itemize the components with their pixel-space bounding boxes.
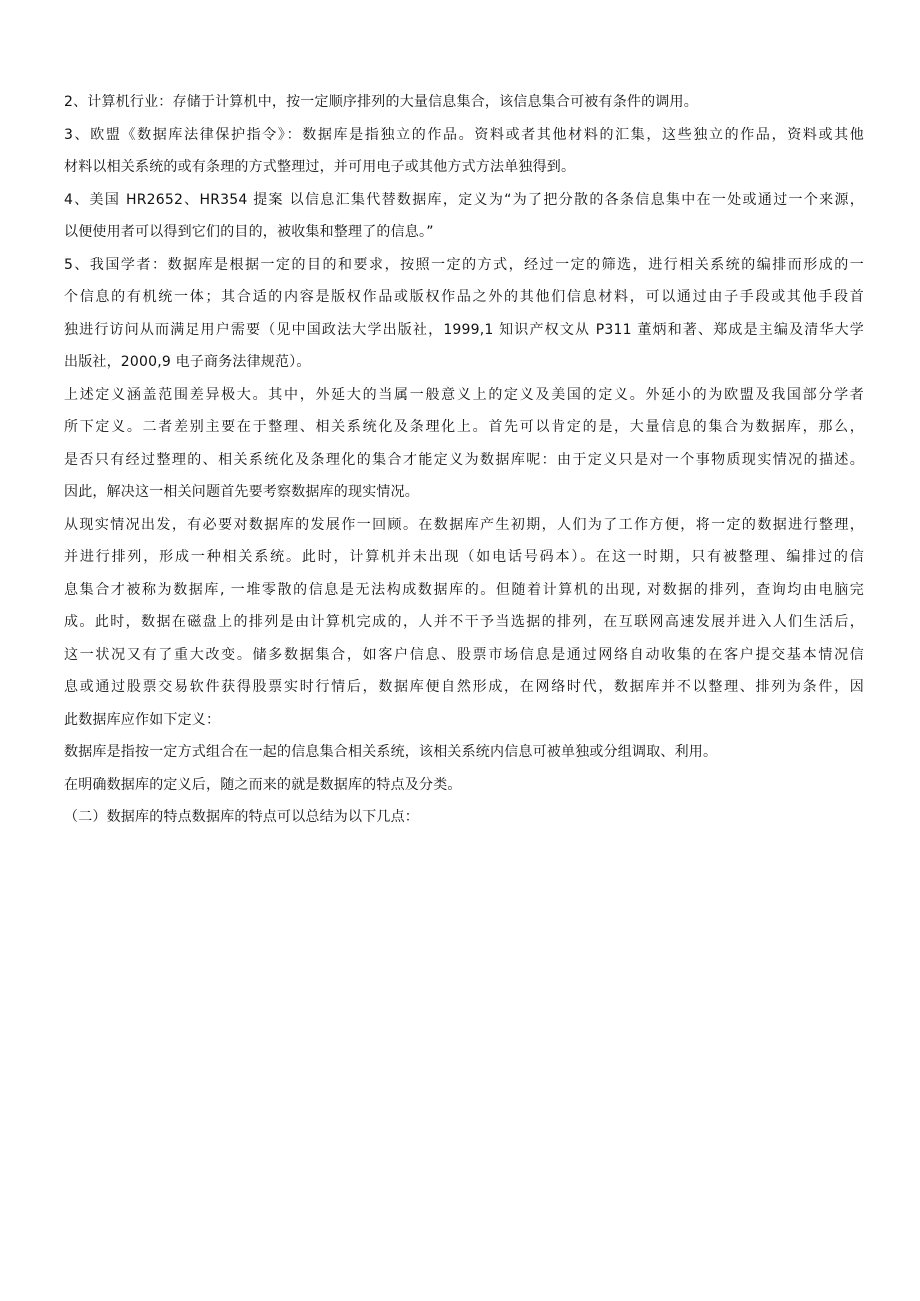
text-line: 所下定义。二者差别主要在于整理、相关系统化及条理化上。首先可以肯定的是，大量信息的集合为数据库，那么， <box>64 419 864 435</box>
text-line: 个信息的有机统一体；其合适的内容是版权作品或版权作品之外的其他们信息材料，可以通过由子手段或其他手段首 <box>64 289 864 305</box>
text-line: 从现实情况出发，有必要对数据库的发展作一回顾。在数据库产生初期，人们为了工作方便，将一定的数据进行整理， <box>64 516 864 533</box>
text-line: 4、美国 HR2652、HR354 提案 以信息汇集代替数据库，定义为“为了把分散的各条信息集中在一处或通过一个来源， <box>64 191 864 208</box>
text-line: 2、计算机行业：存储于计算机中，按一定顺序排列的大量信息集合，该信息集合可被有条件的调用。 <box>64 94 698 110</box>
text-line: 材料以相关系统的或有条理的方式整理过，并可用电子或其他方式方法单独得到。 <box>64 159 576 175</box>
text-line: 上述定义涵盖范围差异极大。其中，外延大的当属一般意义上的定义及美国的定义。外延小的为欧盟及我国部分学者 <box>64 386 864 403</box>
text-line: 以便使用者可以得到它们的目的，被收集和整理了的信息。” <box>64 224 434 240</box>
text-line: 在明确数据库的定义后，随之而来的就是数据库的特点及分类。 <box>64 776 462 793</box>
text-line: 息或通过股票交易软件获得股票实时行情后，数据库便自然形成，在网络时代，数据库并不以整理、排列为条件，因 <box>64 679 864 695</box>
paragraph-def-2 <box>64 86 864 119</box>
text-line: 是否只有经过整理的、相关系统化及条理化的集合才能定义为数据库呢：由于定义只是对一个事物质现实情况的描述。 <box>64 451 864 468</box>
text-line: 5、我国学者：数据库是根据一定的目的和要求，按照一定的方式，经过一定的筛选，进行相关系统的编排而形成的一 <box>64 256 864 273</box>
text-line: 息集合才被称为数据库, 一堆零散的信息是无法构成数据库的。但随着计算机的出现, 对数据的排列，查询均由电脑完 <box>64 581 864 598</box>
paragraph-transition <box>64 769 864 802</box>
paragraph-def-5 <box>64 249 864 379</box>
text-line: 3、欧盟《数据库法律保护指令》：数据库是指独立的作品。资料或者其他材料的汇集，这些独立的作品，资料或其他 <box>64 126 864 143</box>
text-line: 这一状况又有了重大改变。储多数据集合，如客户信息、股票市场信息是通过网络自动收集的在客户提交基本情况信 <box>64 646 864 663</box>
text-line: 此数据库应作如下定义： <box>64 711 221 728</box>
text-line: 独进行访问从而满足用户需要（见中国政法大学出版社，1999,1 知识产权文从 P311 董炳和著、郑成是主编及清华大学 <box>64 321 864 338</box>
paragraph-analysis-scope <box>64 379 864 509</box>
paragraph-def-4 <box>64 184 864 249</box>
paragraph-def-3 <box>64 119 864 184</box>
text-line: （二）数据库的特点数据库的特点可以总结为以下几点： <box>64 809 419 825</box>
text-line: 成。此时，数据在磁盘上的排列是由计算机完成的，人并不干予当选据的排列，在互联网高速发展并进入人们生活后， <box>64 614 864 630</box>
text-line: 出版社，2000,9 电子商务法律规范）。 <box>64 354 311 370</box>
text-line: 因此，解决这一相关问题首先要考察数据库的现实情况。 <box>64 484 419 500</box>
paragraph-definition-final <box>64 736 864 769</box>
paragraph-analysis-history <box>64 509 864 737</box>
text-line: 并进行排列，形成一种相关系统。此时，计算机并未出现（如电话号码本）。在这一时期，只有被整理、编排过的信 <box>64 549 864 565</box>
document-page <box>64 86 864 834</box>
section-heading <box>64 801 864 834</box>
text-line: 数据库是指按一定方式组合在一起的信息集合相关系统，该相关系统内信息可被单独或分组调取、利用。 <box>64 744 718 760</box>
